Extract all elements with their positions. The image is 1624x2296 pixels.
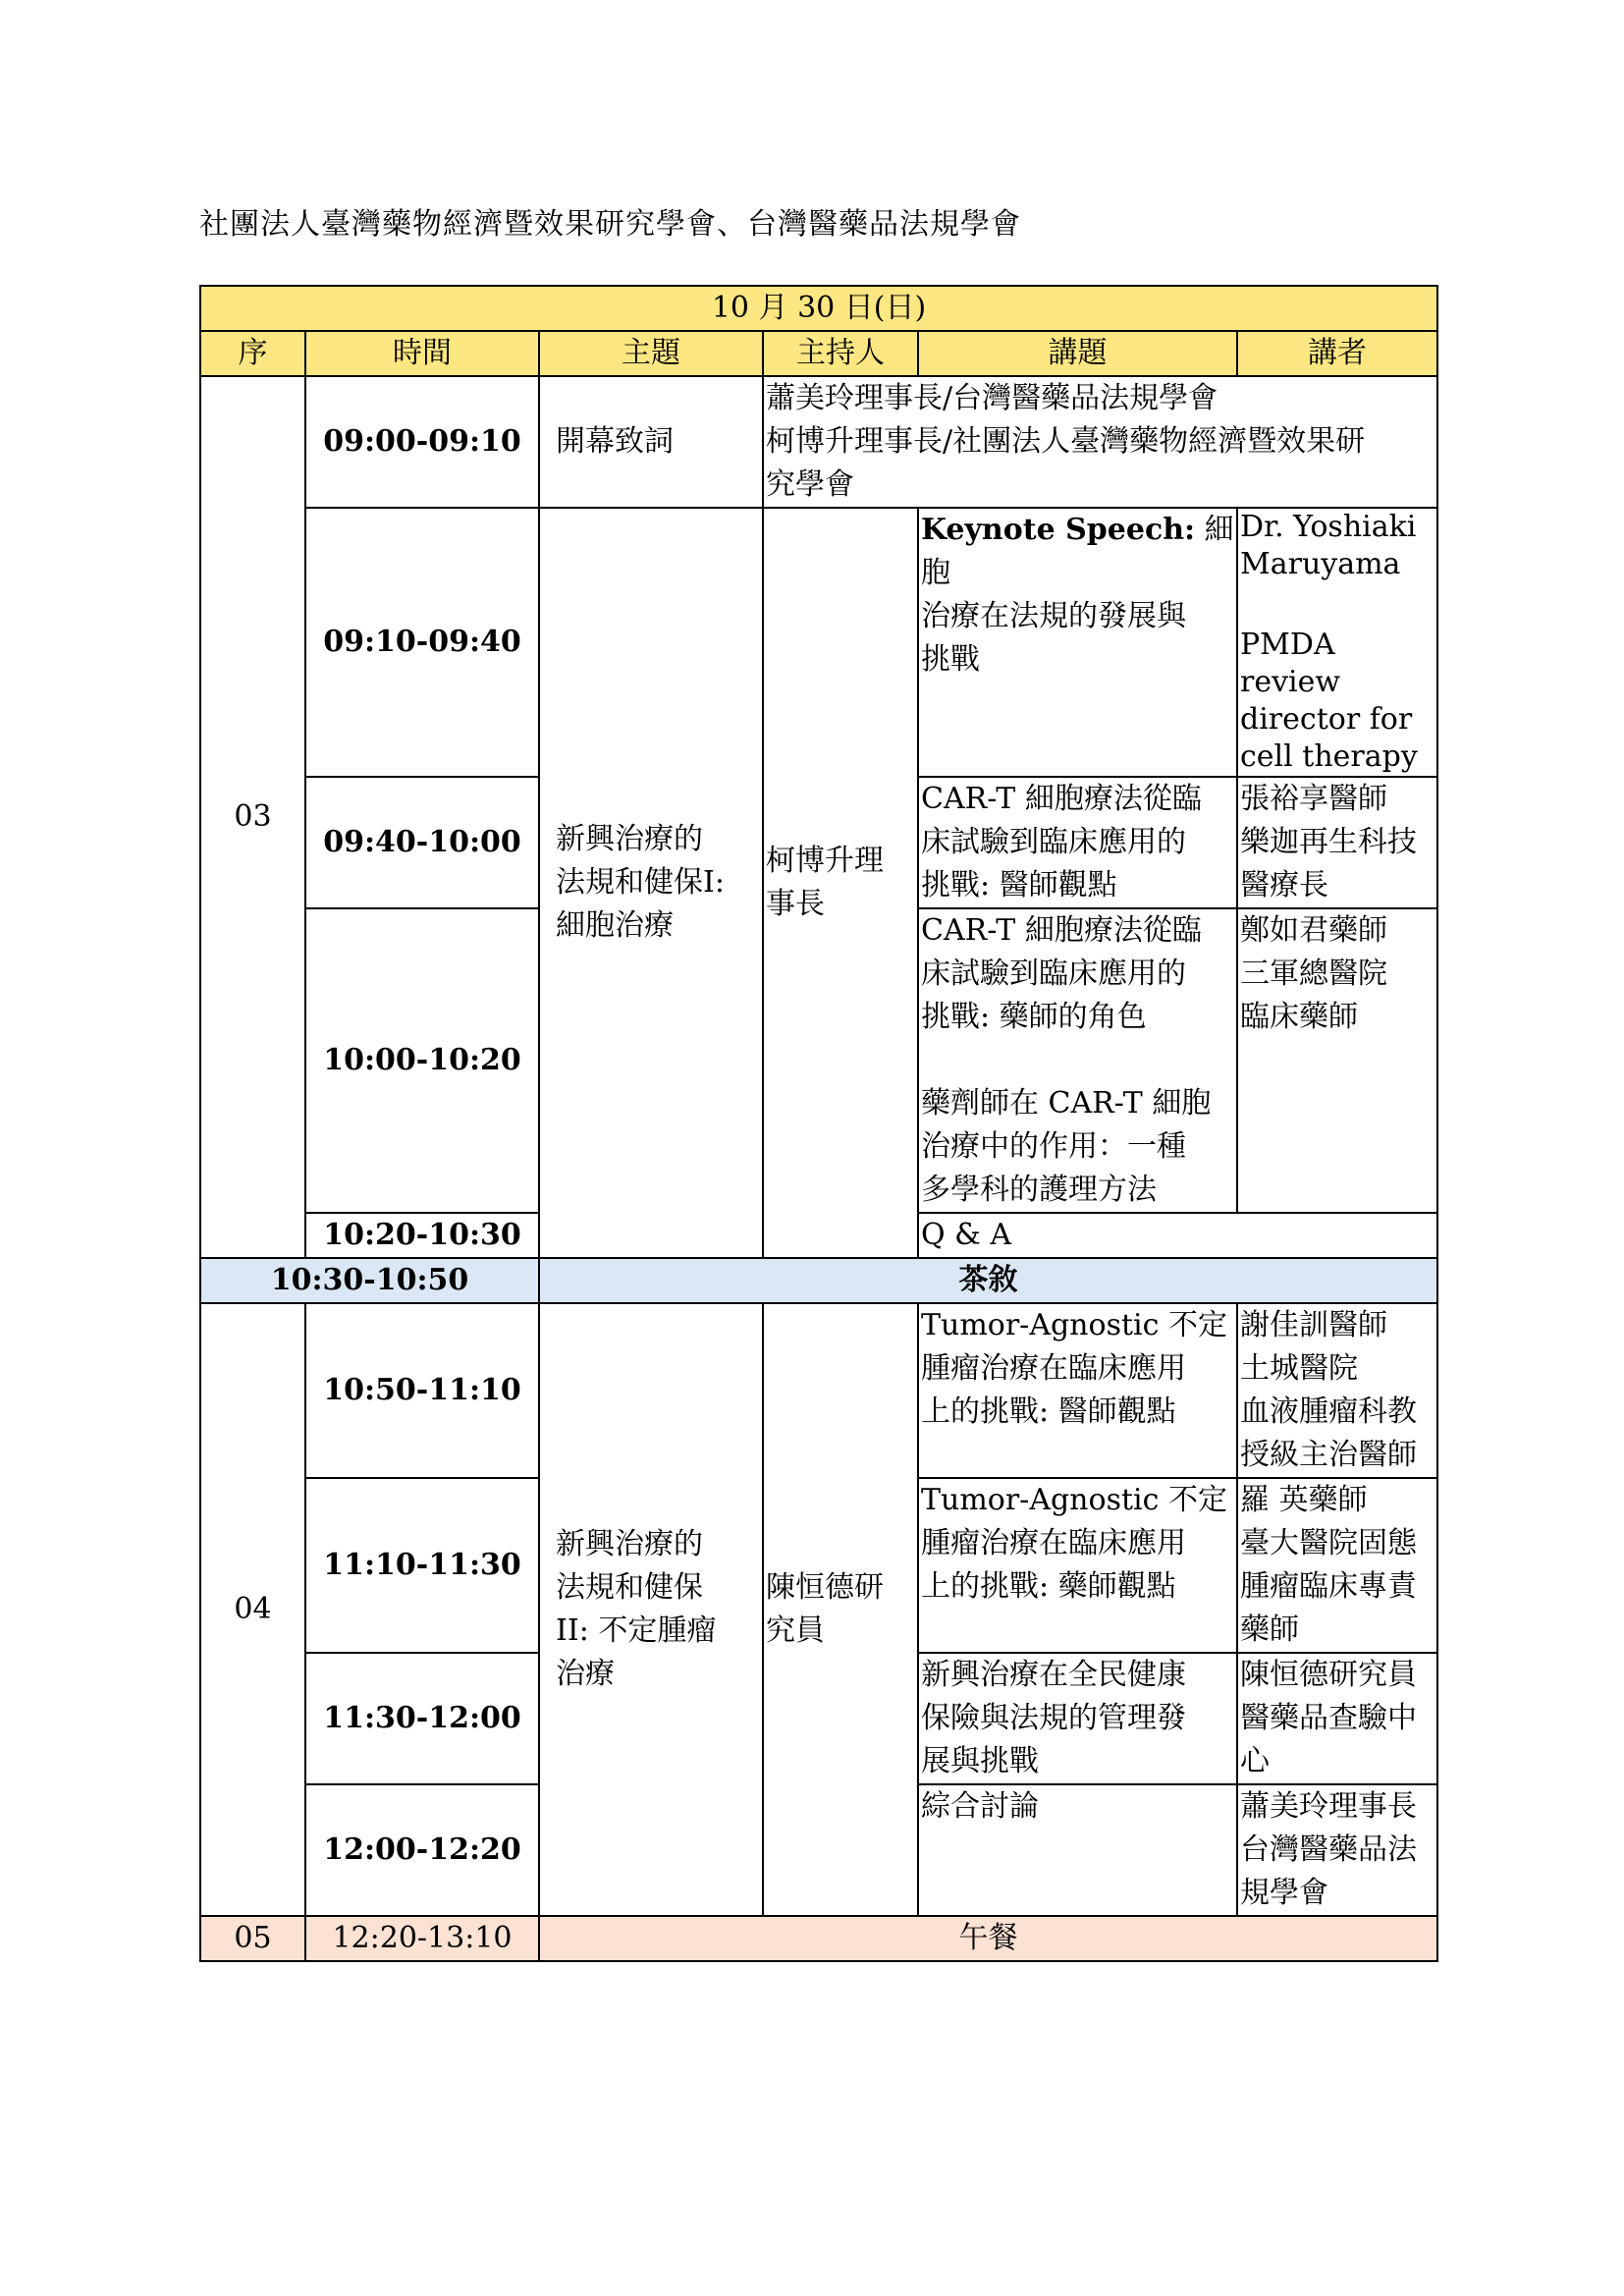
title-line: 治療中的作用：一種	[921, 1129, 1186, 1164]
header-row	[200, 331, 1437, 376]
title-line: 細胞	[921, 513, 1234, 590]
topic-line: 細胞治療	[556, 908, 674, 943]
speaker-line: Maruyama	[1240, 547, 1401, 581]
section1-host	[763, 508, 918, 1258]
speaker-line: 蕭美玲理事長	[1240, 1789, 1417, 1824]
organizer-line: 社團法人臺灣藥物經濟暨效果研究學會、台灣醫藥品法規學會	[199, 207, 1021, 242]
lunch-row	[200, 1916, 1437, 1961]
speaker-line: 腫瘤臨床專責	[1240, 1569, 1417, 1604]
talk-title	[918, 908, 1237, 1213]
speaker-line: 規學會	[1240, 1876, 1328, 1910]
talk-title	[918, 1478, 1237, 1653]
title-line: 挑戰: 藥師的角色	[921, 1000, 1147, 1034]
time-cell: 09:40-10:00	[305, 777, 539, 908]
section2-topic	[539, 1303, 763, 1916]
session-row	[200, 508, 1437, 777]
host-line: 陳恒德研	[766, 1570, 884, 1605]
speaker-line: director for	[1240, 702, 1413, 737]
opening-host-line: 究學會	[766, 467, 854, 502]
seq-05: 05	[200, 1916, 305, 1961]
title-line: 挑戰	[921, 642, 980, 677]
time-cell: 09:00-09:10	[305, 376, 539, 508]
time-cell: 10:20-10:30	[305, 1213, 539, 1258]
talk-title	[918, 1653, 1237, 1784]
title-line: 腫瘤治療在臨床應用	[921, 1526, 1186, 1560]
opening-host-line: 蕭美玲理事長/台灣醫藥品法規學會	[766, 381, 1218, 415]
talk-title	[918, 1784, 1237, 1916]
col-time: 時間	[305, 331, 539, 376]
title-line: 床試驗到臨床應用的	[921, 825, 1186, 859]
title-line: 腫瘤治療在臨床應用	[921, 1351, 1186, 1386]
host-line: 事長	[766, 887, 825, 921]
keynote-label: Keynote Speech:	[921, 513, 1196, 547]
opening-row	[200, 376, 1437, 508]
speaker-line: 三軍總醫院	[1240, 957, 1387, 991]
talk-speaker	[1237, 777, 1437, 908]
title-line: 上的挑戰: 醫師觀點	[921, 1394, 1176, 1429]
seq-03: 03	[200, 376, 305, 1258]
topic-line: 新興治療的	[556, 822, 703, 856]
talk-speaker	[1237, 1303, 1437, 1478]
col-seq: 序	[200, 331, 305, 376]
time-cell: 10:50-11:10	[305, 1303, 539, 1478]
speaker-line: 醫療長	[1240, 868, 1328, 902]
title-line: 藥劑師在 CAR-T 細胞	[921, 1086, 1212, 1121]
topic-line: 法規和健保I:	[556, 865, 725, 900]
talk-title	[918, 508, 1237, 777]
qa-cell: Q & A	[918, 1213, 1437, 1258]
date-row	[200, 286, 1437, 331]
speaker-line: 心	[1240, 1744, 1270, 1778]
time-cell: 10:00-10:20	[305, 908, 539, 1213]
time-cell: 11:10-11:30	[305, 1478, 539, 1653]
session-row	[200, 1303, 1437, 1478]
speaker-line: 謝佳訓醫師	[1240, 1308, 1387, 1342]
opening-topic: 開幕致詞	[539, 376, 763, 508]
schedule-table	[199, 285, 1438, 1962]
col-topic: 主題	[539, 331, 763, 376]
title-line: 上的挑戰: 藥師觀點	[921, 1569, 1176, 1604]
break-time: 10:30-10:50	[200, 1258, 539, 1303]
title-line: 治療在法規的發展與	[921, 599, 1186, 633]
title-line: 保險與法規的管理發	[921, 1701, 1186, 1735]
date-cell: 10 月 30 日(日)	[200, 286, 1437, 331]
speaker-line: 醫藥品查驗中	[1240, 1701, 1417, 1735]
speaker-line: Dr. Yoshiaki	[1240, 510, 1417, 544]
talk-title	[918, 777, 1237, 908]
title-line: CAR-T 細胞療法從臨	[921, 782, 1202, 816]
speaker-line: 羅 英藥師	[1240, 1483, 1368, 1517]
title-line: 多學科的護理方法	[921, 1173, 1157, 1207]
col-title: 講題	[918, 331, 1237, 376]
section1-topic	[539, 508, 763, 1258]
talk-speaker	[1237, 508, 1437, 777]
speaker-line: 授級主治醫師	[1240, 1438, 1417, 1472]
time-cell: 11:30-12:00	[305, 1653, 539, 1784]
speaker-line: 藥師	[1240, 1613, 1299, 1647]
title-line: 新興治療在全民健康	[921, 1658, 1186, 1692]
break-row	[200, 1258, 1437, 1303]
title-line: 展與挑戰	[921, 1744, 1039, 1778]
section2-host	[763, 1303, 918, 1916]
col-speaker: 講者	[1237, 331, 1437, 376]
speaker-line: 臨床藥師	[1240, 1000, 1358, 1034]
speaker-line: 臺大醫院固態	[1240, 1526, 1417, 1560]
talk-speaker	[1237, 1784, 1437, 1916]
speaker-line: PMDA review	[1240, 628, 1341, 699]
talk-speaker	[1237, 908, 1437, 1213]
speaker-line: 樂迦再生科技	[1240, 825, 1417, 859]
time-cell: 12:00-12:20	[305, 1784, 539, 1916]
talk-speaker	[1237, 1653, 1437, 1784]
speaker-line: 陳恒德研究員	[1240, 1658, 1417, 1692]
speaker-line: 台灣醫藥品法	[1240, 1832, 1417, 1867]
title-line: 挑戰: 醫師觀點	[921, 868, 1117, 902]
talk-speaker	[1237, 1478, 1437, 1653]
title-line: Tumor-Agnostic 不定	[921, 1483, 1227, 1517]
speaker-line: 土城醫院	[1240, 1351, 1358, 1386]
seq-04: 04	[200, 1303, 305, 1916]
lunch-label: 午餐	[539, 1916, 1437, 1961]
title-line: CAR-T 細胞療法從臨	[921, 913, 1202, 948]
speaker-line: 張裕享醫師	[1240, 782, 1387, 816]
title-line: 床試驗到臨床應用的	[921, 957, 1186, 991]
speaker-line: 血液腫瘤科教	[1240, 1394, 1417, 1429]
topic-line: II: 不定腫瘤	[556, 1613, 717, 1648]
col-host: 主持人	[763, 331, 918, 376]
speaker-line: cell therapy	[1240, 739, 1418, 774]
host-line: 究員	[766, 1613, 825, 1648]
time-cell: 09:10-09:40	[305, 508, 539, 777]
host-line: 柯博升理	[766, 844, 884, 878]
talk-title	[918, 1303, 1237, 1478]
opening-host-line: 柯博升理事長/社團法人臺灣藥物經濟暨效果研	[766, 424, 1366, 459]
title-line: 綜合討論	[921, 1789, 1039, 1824]
break-label: 茶敘	[539, 1258, 1437, 1303]
lunch-time: 12:20-13:10	[305, 1916, 539, 1961]
opening-hosts	[763, 376, 1437, 508]
topic-line: 法規和健保	[556, 1570, 703, 1605]
topic-line: 治療	[556, 1657, 615, 1691]
speaker-line: 鄭如君藥師	[1240, 913, 1387, 948]
topic-line: 新興治療的	[556, 1527, 703, 1561]
title-line: Tumor-Agnostic 不定	[921, 1308, 1227, 1342]
